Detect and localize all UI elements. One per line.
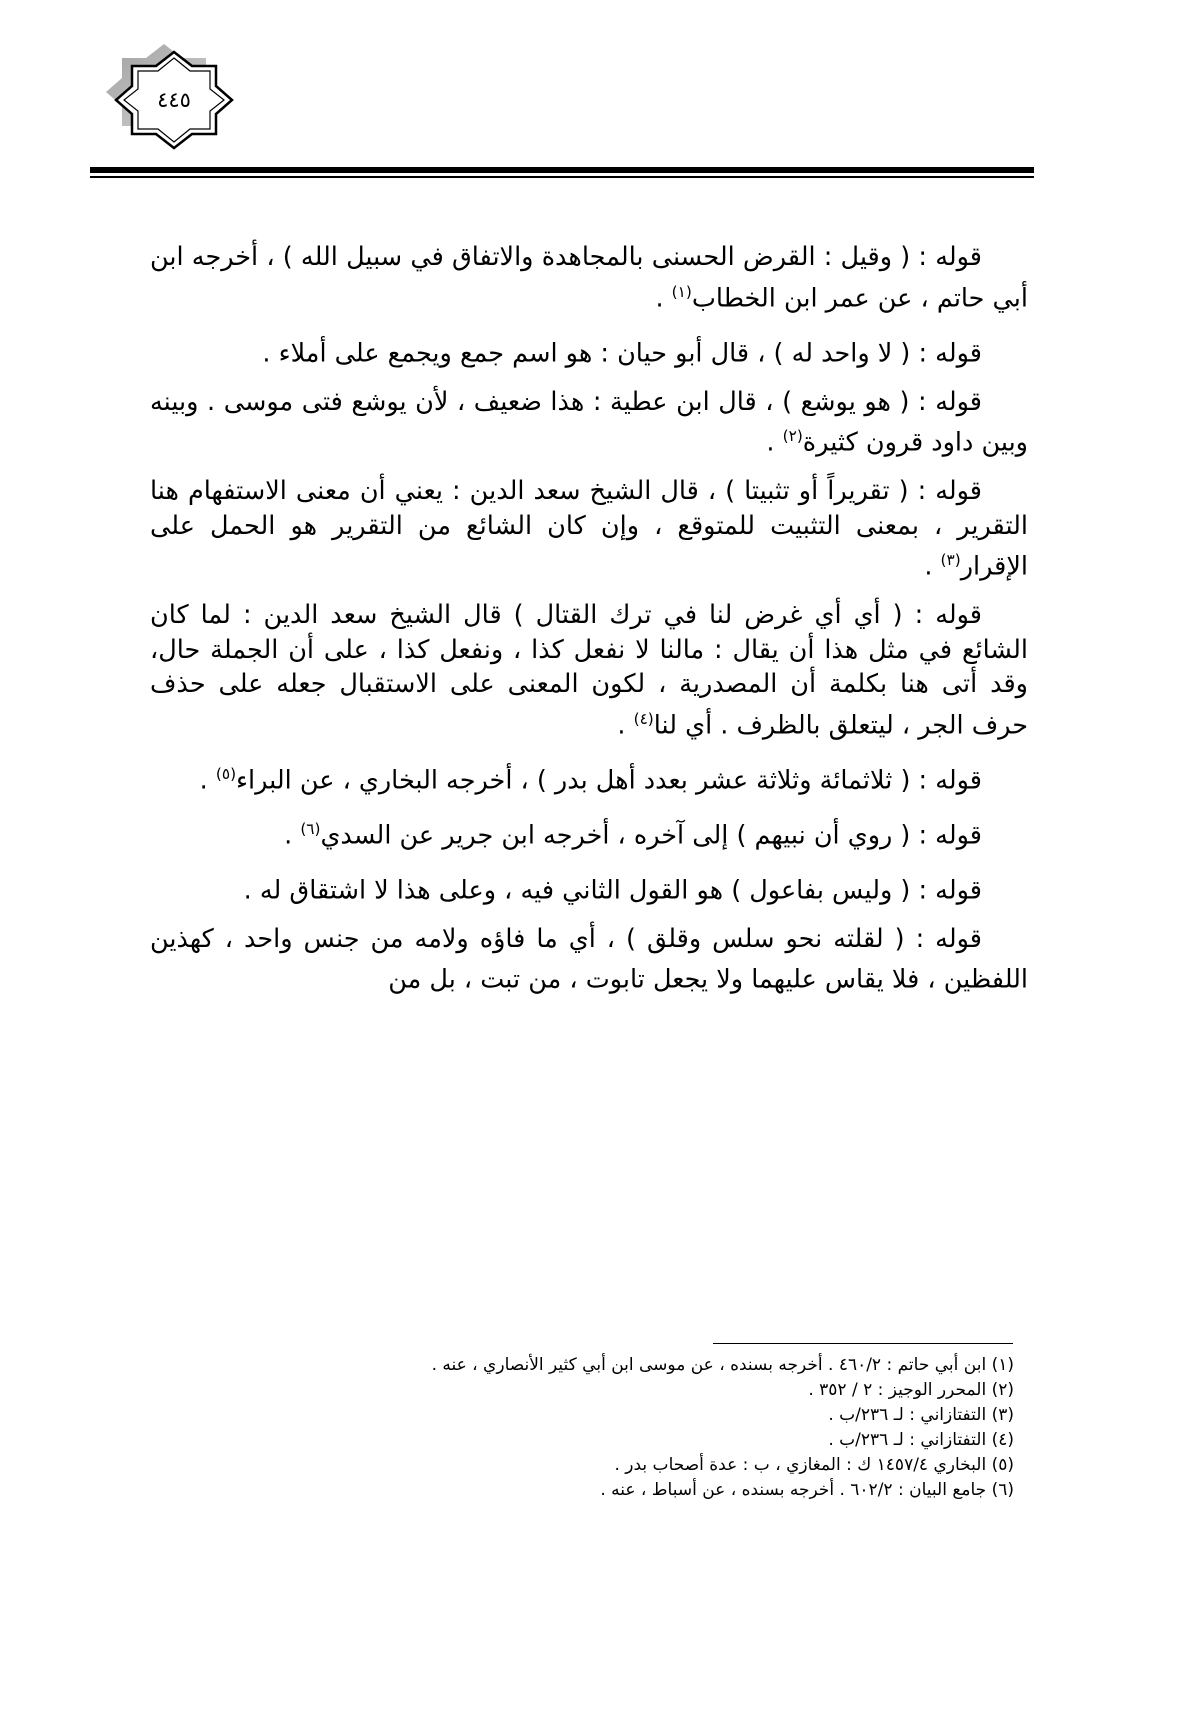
- footnote-item: (٥) البخاري ١٤٥٧/٤ ك : المغازي ، ب : عدة أصحاب بدر .: [614, 1455, 1014, 1475]
- footnote-separator: [713, 1343, 1013, 1344]
- header-rule-thin: [90, 176, 1034, 178]
- main-text: [150, 240, 1028, 1011]
- footnote-item: (٣) التفتازاني : لـ ٢٣٦/ب .: [828, 1405, 1014, 1425]
- header-rule: [90, 167, 1034, 173]
- footnote-ref[interactable]: (٢): [782, 427, 803, 445]
- paragraph: قوله : ( ثلاثمائة وثلاثة عشر بعدد أهل بدر ) ، أخرجه البخاري ، عن البراء$^{(٥)}$ .: [199, 764, 982, 795]
- paragraph: قوله : ( تقريراً أو تثبيتا ) ، قال الشيخ سعد الدين : يعني أن معنى الاستفهام هنا التقرير ، بمعنى التثبيت للمتوقع ، وإن كان الشائع من التقرير هو الحمل على الإقرار$^{(٣)}$ .: [150, 476, 1028, 582]
- footnote-item: (٦) جامع البيان : ٦٠٢/٢ . أخرجه بسنده ، عن أسباط ، عنه .: [600, 1480, 1014, 1500]
- footnote-item: (٤) التفتازاني : لـ ٢٣٦/ب .: [828, 1430, 1014, 1450]
- footnote-ref[interactable]: (٣): [940, 551, 961, 569]
- paragraph: قوله : ( لا واحد له ) ، قال أبو حيان : هو اسم جمع ويجمع على أملاء .: [262, 338, 982, 368]
- footnote-item: (٢) المحرر الوجيز : ٢ / ٣٥٢ .: [808, 1380, 1014, 1400]
- paragraph: قوله : ( أي أي غرض لنا في ترك القتال ) قال الشيخ سعد الدين : لما كان الشائع في مثل هذا أن يقال : مالنا لا نفعل كذا ، ونفعل كذا ، على أن الجملة حال، وقد أتى هنا بكلمة أن المصدرية ، لكون المعنى على الاستقبال جعله على حذف حرف الجر ، ليتعلق بالظرف . أي لنا$^{(٤)}$ .: [150, 600, 1028, 740]
- footnote-ref[interactable]: (٥): [215, 764, 237, 783]
- footnote-item: (١) ابن أبي حاتم : ٤٦٠/٢ . أخرجه بسنده ، عن موسى ابن أبي كثير الأنصاري ، عنه .: [431, 1355, 1014, 1375]
- paragraph: قوله : ( وقيل : القرض الحسنى بالمجاهدة والاتفاق في سبيل الله ) ، أخرجه ابن أبي حاتم ، عن عمر ابن الخطاب$^{(١)}$ .: [150, 242, 1028, 313]
- paragraph: قوله : ( روي أن نبيهم ) إلى آخره ، أخرجه ابن جرير عن السدي$^{(٦)}$ .: [284, 819, 982, 850]
- paragraph: قوله : ( هو يوشع ) ، قال ابن عطية : هذا ضعيف ، لأن يوشع فتى موسى . وبينه وبين داود قرون كثيرة$^{(٢)}$ .: [150, 386, 1028, 458]
- page-number-badge: [104, 44, 244, 156]
- footnote-ref[interactable]: (٤): [633, 709, 654, 728]
- footnote-ref[interactable]: (٦): [300, 819, 321, 838]
- page-number: ٤٤٥: [157, 88, 191, 112]
- paragraph: قوله : ( لقلته نحو سلس وقلق ) ، أي ما فاؤه ولامه من جنس واحد ، كهذين اللفظين ، فلا يقاس عليهما ولا يجعل تابوت ، من تبت ، بل من: [150, 923, 1028, 995]
- paragraph: قوله : ( وليس بفاعول ) هو القول الثاني فيه ، وعلى هذا لا اشتقاق له .: [243, 875, 982, 905]
- footnote-ref[interactable]: (١): [671, 282, 692, 301]
- footnotes: [150, 1353, 1014, 1503]
